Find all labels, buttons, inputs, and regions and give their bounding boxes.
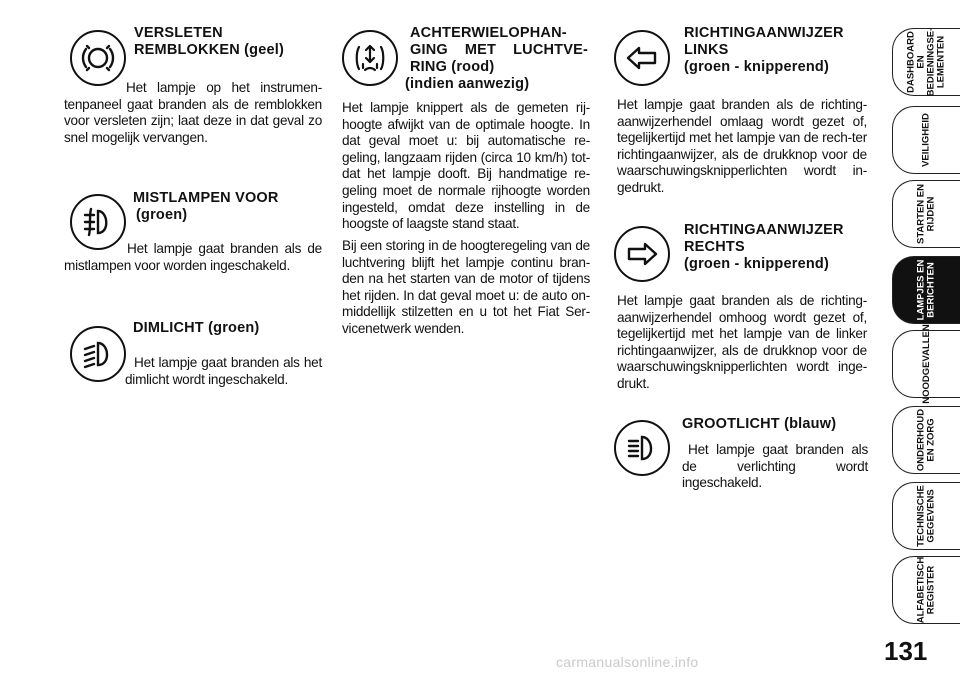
tab-dashboard[interactable]: DASHBOARD EN BEDIENINGSE- LEMENTEN [892,28,960,96]
headlight-levelling-icon [342,30,398,86]
tab-index[interactable]: ALFABETISCH REGISTER [892,556,960,624]
dipped-beam-icon [70,326,126,382]
tab-technical-data[interactable]: TECHNISCHE GEGEVENS [892,482,960,550]
main-beam-icon [614,420,670,476]
headlight-levelling-title: ACHTERWIELOPHAN- GING MET LUCHTVE- RING (rood) [410,25,588,75]
chapter-tabs [888,0,960,677]
dipped-beam-title: DIMLICHT (groen) [133,320,260,336]
fog-lights-title: MISTLAMPEN VOOR (groen) [133,190,279,223]
dipped-beam-text: Het lampje gaat branden als het dimlicht wordt ingeschakeld. [125,355,322,387]
indicator-right-text: Het lampje gaat branden als de richting-aanwijzerhendel omhoog wordt gezet of, tegelijkertijd met het lampje van de linker richtingaanwijzer, als de drukknop voor de waarschuwingsknipperlichten wordt inge-drukt. [617,293,867,391]
tab-starting-driving[interactable]: STARTEN EN RIJDEN [892,180,960,248]
fog-lights-text: Het lampje gaat branden als de mistlampen voor worden ingeschakeld. [64,241,322,273]
tab-warning-lights[interactable]: LAMPJES EN BERICHTEN [892,256,960,324]
headlight-levelling-note: (indien aanwezig) [405,76,530,92]
brake-pads-text: Het lampje op het instrumen-tenpaneel gaat branden als de remblokken voor versleten zijn; laat deze in dat geval zo snel mogelijk vervangen. [64,80,322,145]
right-indicator-icon [614,226,670,282]
main-beam-title: GROOTLICHT (blauw) [682,416,837,432]
headlight-levelling-text-1: Het lampje knippert als de gemeten rij-hoogte afwijkt van de optimale hoogte. In dat geval moet u: bij automatische re-geling, langzaam rijden (circa 10 km/h) tot-dat het lampje dooft. Bij handmatige re-geling moet de normale rijhoogte worden ingesteld, omdat deze instelling in de hoogste of laagste stand staat. [342,100,590,232]
watermark: carmanualsonline.info [556,654,699,670]
main-beam-text: Het lampje gaat branden als de verlichting wordt ingeschakeld. [682,442,868,491]
tab-emergencies[interactable]: NOODGEVALLEN [892,330,960,398]
tab-maintenance[interactable]: ONDERHOUD EN ZORG [892,406,960,474]
indicator-right-title: RICHTINGAANWIJZER RECHTS (groen - knipperend) [684,222,844,272]
indicator-left-title: RICHTINGAANWIJZER LINKS (groen - knipperend) [684,25,844,75]
tab-safety[interactable]: VEILIGHEID [892,106,960,174]
brake-pads-title: VERSLETEN REMBLOKKEN (geel) [134,25,285,58]
page-number: 131 [884,636,928,666]
headlight-levelling-text-2: Bij een storing in de hoogteregeling van de luchtvering blijft het lampje continu bran-den na het starten van de motor of tijdens het rijden. In dat geval moet u: de auto on-middellijk stilzetten en u tot het Fiat Ser-vicenetwerk wenden. [342,238,590,336]
brake-pad-wear-icon [70,30,126,86]
indicator-left-text: Het lampje gaat branden als de richting-aanwijzerhendel omlaag wordt gezet of, tegelijkertijd met het lampje van de rech-ter richtingaanwijzer, als de drukknop voor de waarschuwingsknipperlichten wordt in-gedrukt. [617,97,867,195]
left-indicator-icon [614,30,670,86]
